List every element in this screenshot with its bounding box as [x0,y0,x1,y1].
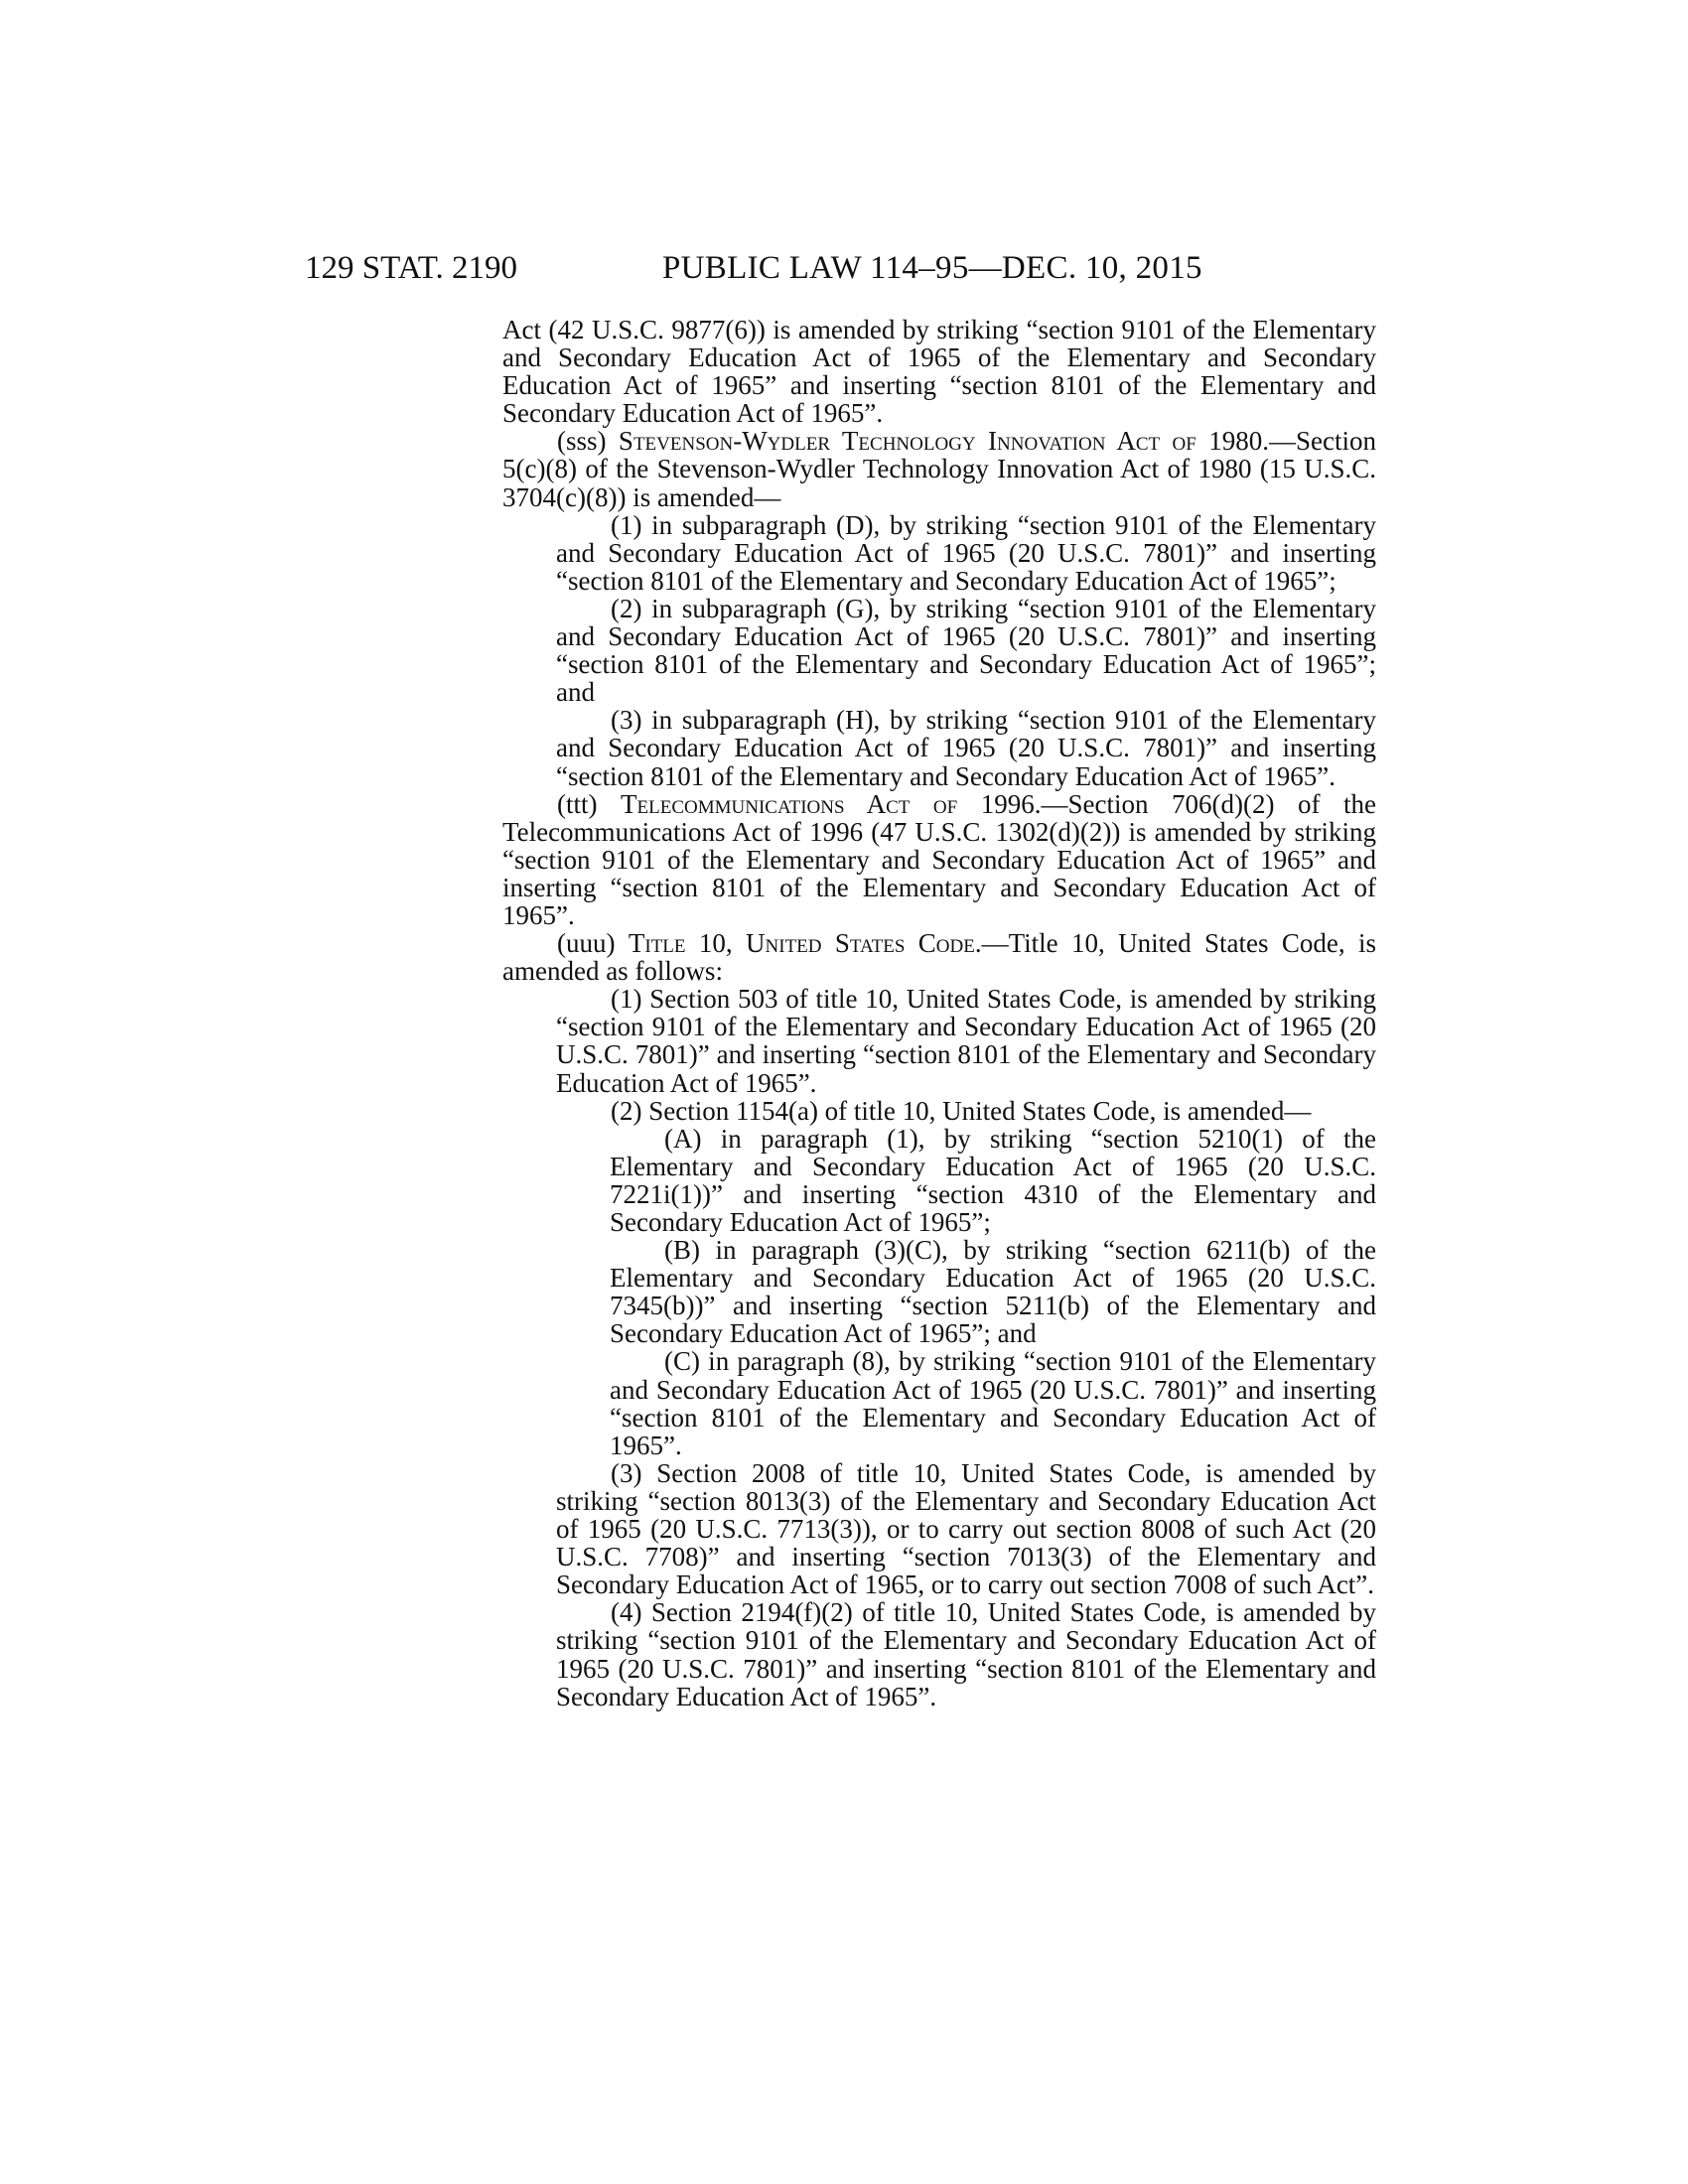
page-header [305,246,1397,290]
paragraph-uuu-4: (4) Section 2194(f)(2) of title 10, United States Code, is amended by striking “section 9101 of the Elementary and Secondary Education Act of 1965 (20 U.S.C. 7801)” and inserting “section 8101 of the Elementary and Secondary Education Act of 1965”. [556,1597,1376,1711]
paragraph-uuu-2: (2) Section 1154(a) of title 10, United States Code, is amended— [611,1095,1312,1126]
subsection-label: (ttt) [557,788,598,819]
paragraph-sss-1: (1) in subparagraph (D), by striking “section 9101 of the Elementary and Secondary Education Act of 1965 (20 U.S.C. 7801)” and inserting “section 8101 of the Elementary and Secondary Education Act of 1965”; [556,509,1376,596]
subsection-sss [502,427,1376,510]
subparagraph-uuu-2-a: (A) in paragraph (1), by striking “section 5210(1) of the Elementary and Secondary Education Act of 1965 (20 U.S.C. 7221i(1))” and inserting “section 4310 of the Elementary and Secondary Education Act of 1965”; [610,1123,1376,1237]
statute-page-number: 129 STAT. 2190 [305,250,518,286]
paragraph-sss-3: (3) in subparagraph (H), by striking “section 9101 of the Elementary and Secondary Education Act of 1965 (20 U.S.C. 7801)” and inserting “section 8101 of the Elementary and Secondary Education Act of 1965”. [556,705,1376,791]
subsection-text: —Section 5(c)(8) of the Stevenson-Wydler Technology Innovation Act of 1980 (15 U.S.C. 3704(c)(8)) is amended— [502,426,1376,512]
subsection-heading: Telecommunications Act of 1996. [621,788,1042,819]
subsection-text: —Section 706(d)(2) of the Telecommunications Act of 1996 (47 U.S.C. 1302(d)(2)) is amended by striking “section 9101 of the Elementary and Secondary Education Act of 1965” and inserting “section 8101 of the Elementary and Secondary Education Act of 1965”. [502,788,1376,930]
paragraph-uuu-1: (1) Section 503 of title 10, United States Code, is amended by striking “section 9101 of the Elementary and Secondary Education Act of 1965 (20 U.S.C. 7801)” and inserting “section 8101 of the Elementary and Secondary Education Act of 1965”. [556,984,1376,1098]
subsection-heading: Stevenson-Wydler Technology Innovation Act of 1980. [618,426,1269,457]
paragraph-uuu-3: (3) Section 2008 of title 10, United States Code, is amended by striking “section 8013(3) of the Elementary and Secondary Education Act of 1965 (20 U.S.C. 7713(3)), or to carry out section 8008 of such Act (20 U.S.C. 7708)” and inserting “section 7013(3) of the Elementary and Secondary Education Act of 1965, or to carry out section 7008 of such Act”. [556,1457,1376,1600]
subsection-ttt [502,790,1376,929]
document-body [502,316,1376,1710]
subsection-label: (sss) [557,426,607,457]
running-head-title: PUBLIC LAW 114–95—DEC. 10, 2015 [662,250,1202,286]
paragraph-sss-2: (2) in subparagraph (G), by striking “section 9101 of the Elementary and Secondary Education Act of 1965 (20 U.S.C. 7801)” and inserting “section 8101 of the Elementary and Secondary Education Act of 1965”; and [556,593,1376,708]
subsection-heading: Title 10, United States Code. [628,928,982,959]
subsection-label: (uuu) [557,928,616,959]
subsection-uuu [502,929,1376,985]
subparagraph-uuu-2-c: (C) in paragraph (8), by striking “section 9101 of the Elementary and Secondary Education Act of 1965 (20 U.S.C. 7801)” and inserting “section 8101 of the Elementary and Secondary Education Act of 1965”. [610,1346,1376,1460]
subparagraph-uuu-2-b: (B) in paragraph (3)(C), by striking “section 6211(b) of the Elementary and Secondary Education Act of 1965 (20 U.S.C. 7345(b))” and inserting “section 5211(b) of the Elementary and Secondary Education Act of 1965”; and [610,1235,1376,1349]
paragraph-continuation: Act (42 U.S.C. 9877(6)) is amended by striking “section 9101 of the Elementary and Secondary Education Act of 1965 of the Elementary and Secondary Education Act of 1965” and inserting “section 8101 of the Elementary and Secondary Education Act of 1965”. [502,315,1376,429]
subsection-text: —Title 10, United States Code, is amended as follows: [502,928,1377,987]
